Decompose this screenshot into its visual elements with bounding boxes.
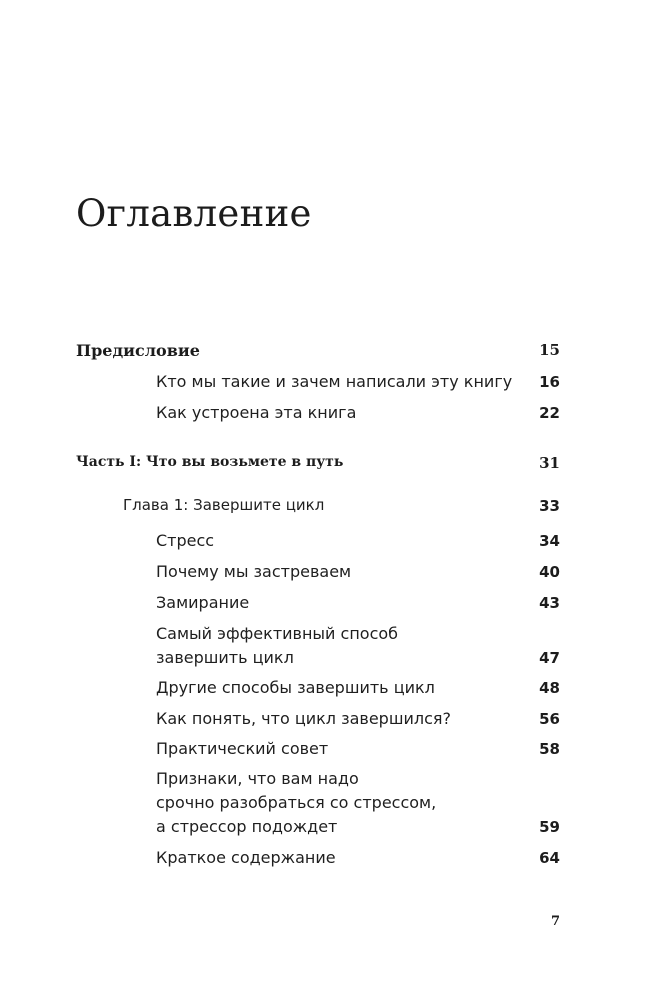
toc-entry-label: Кто мы такие и зачем написали эту книгу [156,372,513,391]
toc-entry-part-page: 31 [539,454,560,472]
toc-entry-preface-label: Предисловие [76,341,200,360]
toc-entry-page: 16 [539,373,560,391]
page-title: Оглавление [76,192,312,235]
toc-entry-page: 64 [539,849,560,867]
toc-entry-label: Почему мы застреваем [156,562,352,581]
toc-entry-page: 40 [539,563,560,581]
toc-entry-page: 48 [539,679,560,697]
toc-entry-label: Краткое содержание [156,848,336,867]
toc-entry-page: 56 [539,710,560,728]
toc-entry-label: Стресс [156,531,215,550]
toc-entry-label-line: завершить цикл [156,648,294,667]
toc-entry-label-line: срочно разобраться со стрессом, [156,793,437,812]
toc-entry-label: Как устроена эта книга [156,403,357,422]
page-number: 7 [550,914,560,929]
toc-entry-label: Практический совет [156,739,329,758]
toc-entry-multiline-label [156,767,436,839]
toc-entry-chapter-page: 33 [539,497,560,515]
toc-entry-label: Замирание [156,593,250,612]
toc-entry-page: 59 [539,818,560,836]
toc-entry-label-line: Признаки, что вам надо [156,769,359,788]
toc-entry-label-line: а стрессор подождет [156,817,338,836]
toc-entry-label-line: Самый эффективный способ [156,624,399,643]
toc-entry-page: 34 [539,532,560,550]
toc-entry-label: Другие способы завершить цикл [156,678,435,697]
toc-entry-page: 22 [539,404,560,422]
toc-entry-preface-page: 15 [539,341,560,359]
toc-entry-part-label: Часть I: Что вы возьмете в путь [76,454,344,470]
toc-entry-page: 43 [539,594,560,612]
toc-entry-label: Как понять, что цикл завершился? [156,709,452,728]
toc-entry-page: 58 [539,740,560,758]
toc-entry-chapter-label: Глава 1: Завершите цикл [123,496,325,514]
toc-entry-multiline-label [156,622,398,670]
toc-entry-page: 47 [539,649,560,667]
